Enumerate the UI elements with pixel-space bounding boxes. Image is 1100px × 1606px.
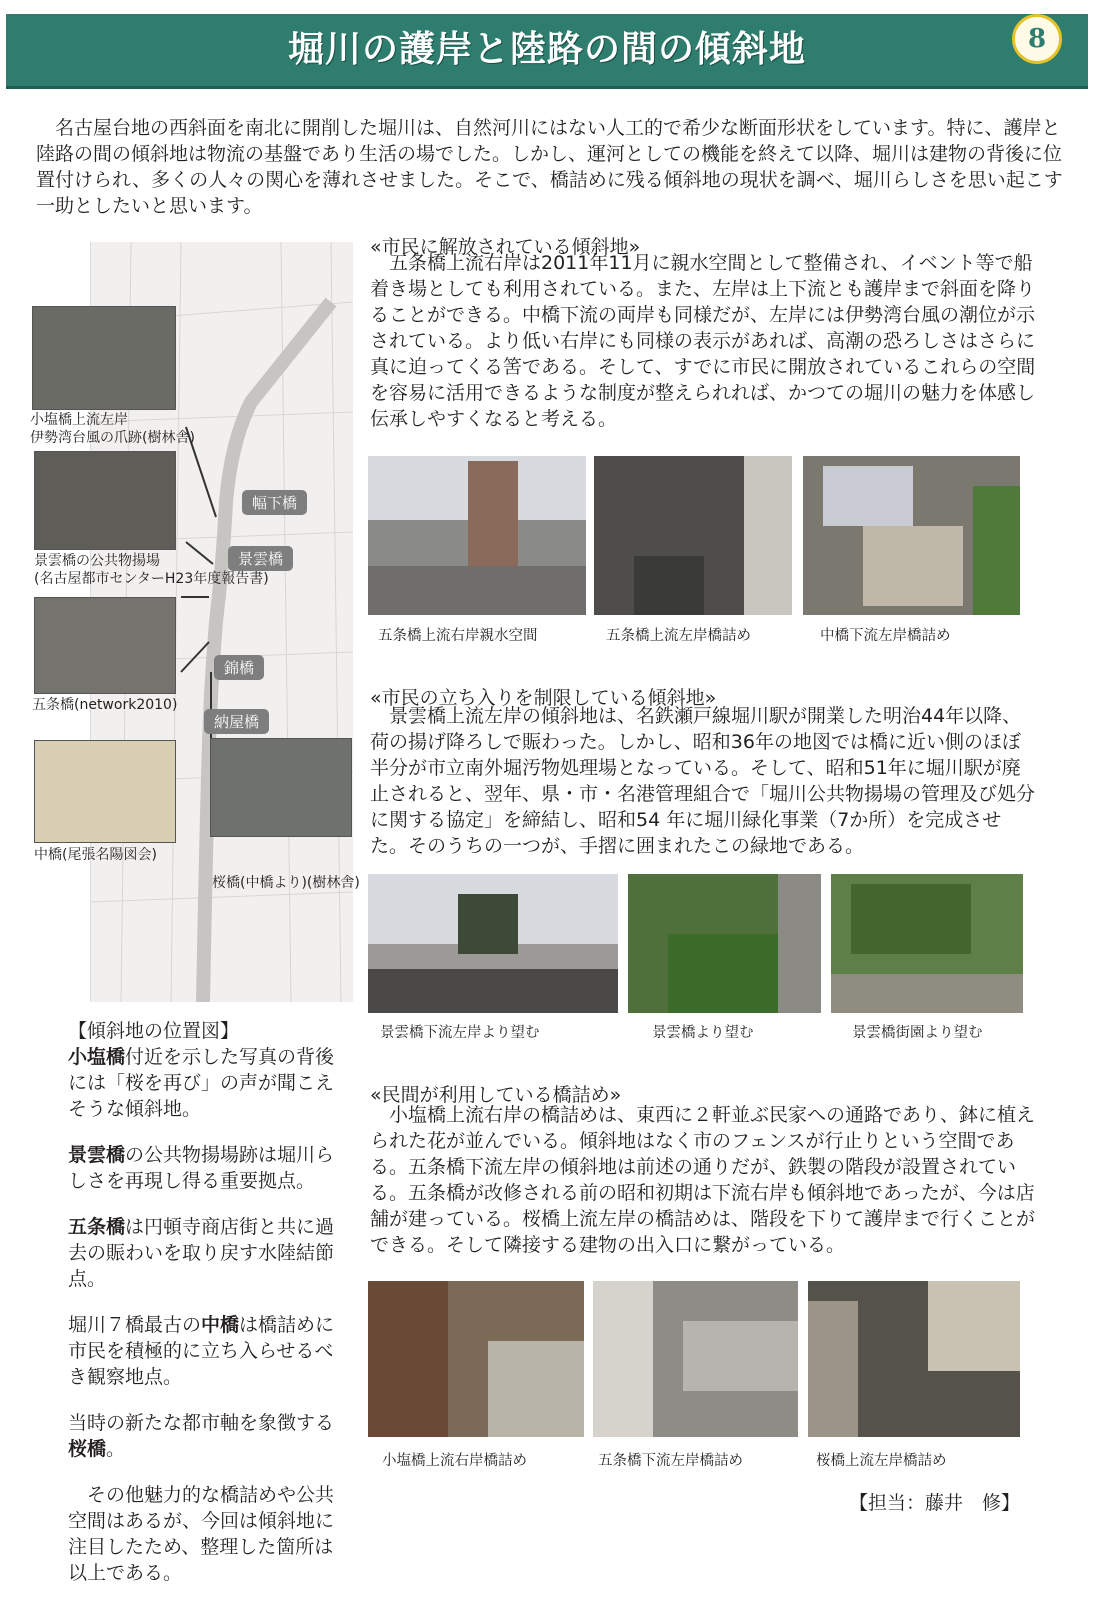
map-caption-keiun-1: 景雲橋の公共物揚場: [34, 553, 160, 569]
section-3-photo-3: [808, 1281, 1020, 1437]
bridge-label-nishiki: 錦橋: [214, 655, 264, 680]
section-2-caption-1: 景雲橋下流左岸より望む: [380, 1025, 540, 1041]
legend-item-sakura: 当時の新たな都市軸を象徴する桜橋。: [68, 1412, 335, 1460]
section-2-photo-2: [628, 874, 821, 1013]
section-1-caption-1: 五条橋上流右岸親水空間: [378, 628, 538, 644]
section-3-caption-2: 五条橋下流左岸橋詰め: [598, 1453, 743, 1469]
section-1-caption-2: 五条橋上流左岸橋詰め: [606, 628, 751, 644]
map-photo-koshio: [32, 306, 176, 410]
section-2-body: 景雲橋上流左岸の傾斜地は、名鉄瀬戸線堀川駅が開業した明治44年以降、荷の揚げ降ろしで賑わった。しかし、昭和36年の地図では橋に近い側のほぼ 半分が市立南外堀汚物処理場となっている。そして、昭和51年に堀川駅が廃止されると、翌年、県・市・名港管理組合で「堀川公共物揚場の管理及び処分に関する協定」を締結し、昭和54 年に堀川緑化事業（7か所）を完成させた。そのうちの一つが、手摺に囲まれたこの緑地である。: [370, 705, 1036, 857]
section-1-body: 五条橋上流右岸は2011年11月に親水空間として整備され、イベント等で船着き場としても利用されている。また、左岸は上下流とも護岸まで斜面を降りることができる。中橋下流の両岸も同様だが、左岸には伊勢湾台風の潮位が示されている。より低い右岸にも同様の表示があれば、高潮の恐ろしさはさらに真に迫ってくる筈である。そして、すでに市民に開放されているこれらの空間を容易に活用できるような制度が整えられれば、かつての堀川の魅力を体感し伝承しやすくなると考える。: [370, 252, 1036, 430]
map-caption-gojo: 五条橋(network2010): [32, 697, 178, 713]
section-1-photo-2: [594, 456, 792, 615]
section-2-caption-2: 景雲橋より望む: [652, 1025, 754, 1041]
legend-heading: 【傾斜地の位置図】: [68, 1020, 240, 1042]
map-caption-naka: 中橋(尾張名陽図会): [34, 847, 157, 863]
map-caption-keiun-2: (名古屋都市センターH23年度報告書): [34, 571, 269, 587]
section-3-body: 小塩橋上流右岸の橋詰めは、東西に２軒並ぶ民家への通路であり、鉢に植えられた花が並んでいる。傾斜地はなく市のフェンスが行止りという空間である。五条橋下流左岸の傾斜地は前述の通りだが、鉄製の階段が設置されている。五条橋が改修される前の昭和初期は下流右岸も傾斜地であったが、今は店舗が建っている。桜橋上流左岸の橋詰めは、階段を下りて護岸まで行くことができる。そして隣接する建物の出入口に繋がっている。: [370, 1104, 1036, 1256]
legend-closing: その他魅力的な橋詰めや公共空間はあるが、今回は傾斜地に注目したため、整理した箇所は以上である。: [68, 1484, 335, 1584]
section-3-title: «民間が利用している橋詰め»: [370, 1084, 622, 1106]
bridge-label-keiun: 景雲橋: [228, 546, 293, 571]
section-1-photo-1: [368, 456, 586, 615]
section-2-photo-1: [368, 874, 618, 1013]
section-3-caption-1: 小塩橋上流右岸橋詰め: [382, 1453, 527, 1469]
map-photo-naka: [34, 740, 176, 843]
section-1-caption-3: 中橋下流左岸橋詰め: [820, 628, 951, 644]
legend-item-naka: 堀川７橋最古の中橋は橋詰めに市民を積極的に立ち入らせるべき観察地点。: [68, 1314, 335, 1388]
map-photo-sakura: [210, 738, 352, 837]
map-photo-keiun: [34, 451, 176, 550]
section-3-caption-3: 桜橋上流左岸橋詰め: [816, 1453, 947, 1469]
section-3-photo-1: [368, 1281, 584, 1437]
legend-item-gojo: 五条橋は円頓寺商店街と共に過去の賑わいを取り戻す水陸結節点。: [68, 1216, 335, 1290]
bridge-label-habashita: 幅下橋: [242, 490, 307, 515]
legend-item-koshio: 小塩橋付近を示した写真の背後には「桜を再び」の声が聞こえそうな傾斜地。: [68, 1046, 335, 1120]
map-caption-koshio-1: 小塩橋上流左岸: [30, 412, 128, 428]
map-photo-gojo: [34, 597, 176, 694]
intro-paragraph: 名古屋台地の西斜面を南北に開削した堀川は、自然河川にはない人工的で希少な断面形状をしています。特に、護岸と陸路の間の傾斜地は物流の基盤であり生活の場でした。しかし、運河としての機能を終えて以降、堀川は建物の背後に位置付けられ、多くの人々の関心を薄れさせました。そこで、橋詰めに残る傾斜地の現状を調べ、堀川らしさを思い起こす一助としたいと思います。: [36, 117, 1063, 217]
bridge-label-naya: 納屋橋: [204, 709, 269, 734]
section-1-title: «市民に解放されている傾斜地»: [370, 236, 641, 258]
map-caption-koshio-2: 伊勢湾台風の爪跡(樹林舎): [30, 430, 195, 446]
section-2-photo-3: [831, 874, 1023, 1013]
section-2-title: «市民の立ち入りを制限している傾斜地»: [370, 687, 717, 709]
page-header: [6, 14, 1088, 89]
section-1-photo-3: [803, 456, 1020, 615]
legend-item-keiun: 景雲橋の公共物揚場跡は堀川らしさを再現し得る重要拠点。: [68, 1144, 335, 1192]
section-2-caption-3: 景雲橋街園より望む: [852, 1025, 983, 1041]
page-title: 堀川の護岸と陸路の間の傾斜地: [287, 29, 806, 70]
map-legend: [68, 1018, 343, 1606]
author-credit: 【担当：藤井 修】: [848, 1492, 1020, 1514]
page-number-badge: 8: [1012, 14, 1062, 64]
map-caption-sakura: 桜橋(中橋より)(樹林舎): [212, 875, 360, 891]
section-3-photo-2: [593, 1281, 798, 1437]
